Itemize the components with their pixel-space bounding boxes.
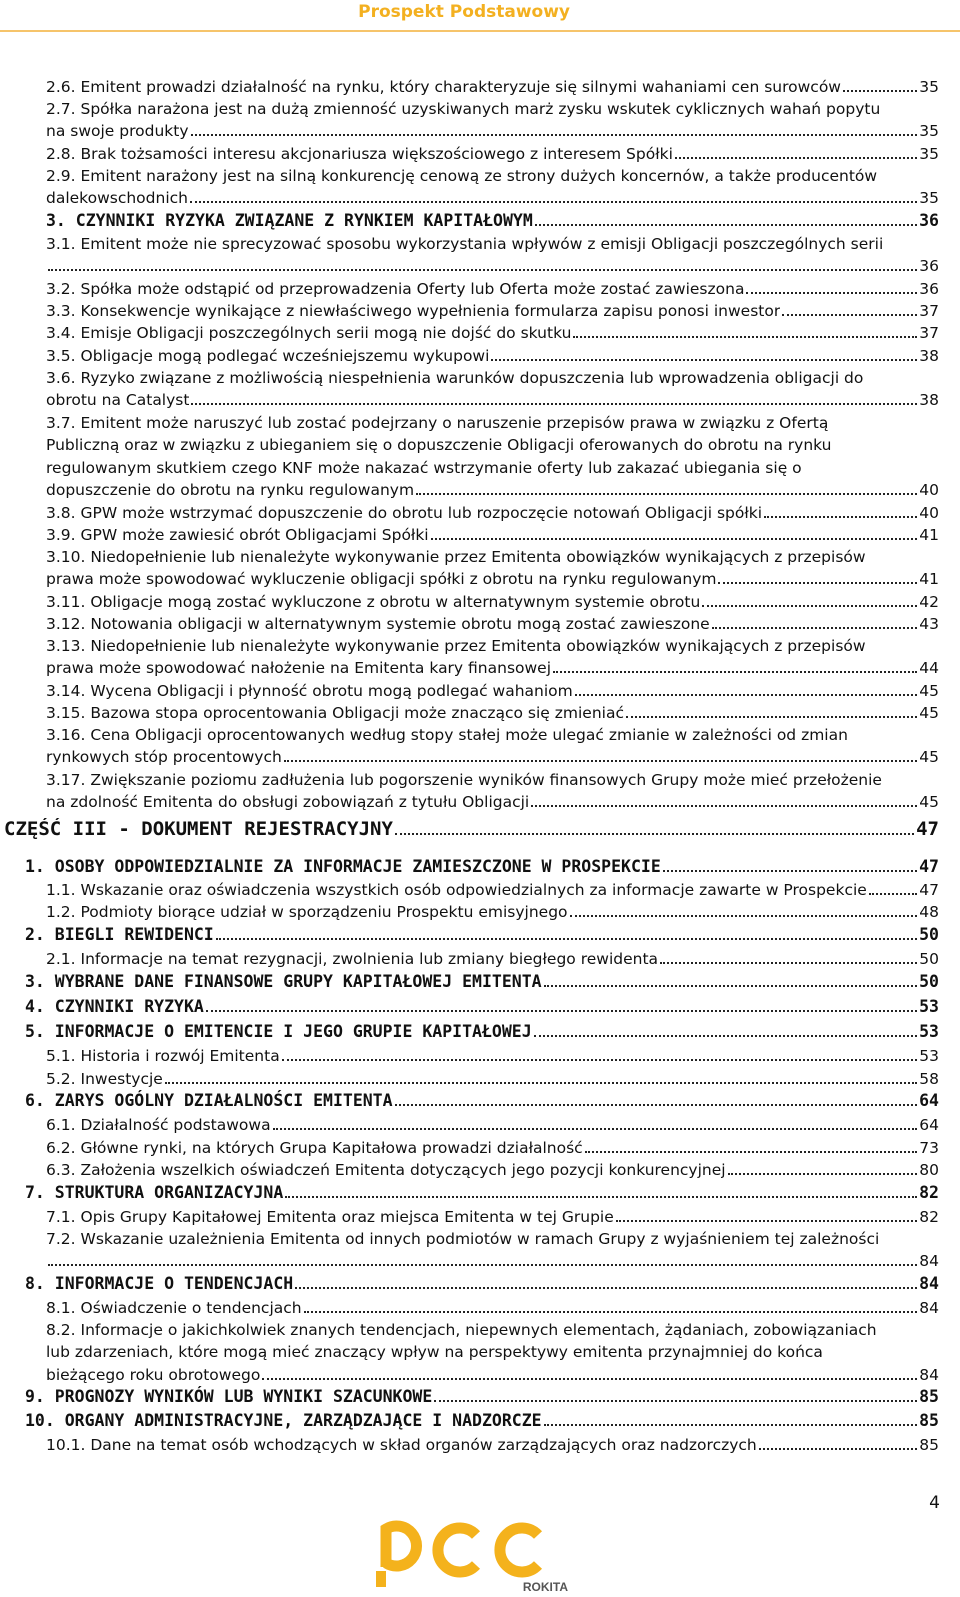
toc-page-number[interactable]: 47 xyxy=(919,881,939,899)
dot-leader xyxy=(190,201,917,203)
toc-entry-text: 3.11. Obligacje mogą zostać wykluczone z obrotu w alternatywnym systemie obrotu xyxy=(46,593,701,611)
dot-leader xyxy=(746,292,917,294)
dot-leader xyxy=(553,671,917,673)
toc-line xyxy=(46,901,939,923)
toc-line xyxy=(46,1250,939,1272)
logo-mark xyxy=(386,1526,538,1572)
toc-page-number[interactable]: 45 xyxy=(919,748,939,767)
toc-line xyxy=(46,1319,939,1341)
toc-line xyxy=(25,1021,939,1043)
toc-line xyxy=(46,300,939,322)
toc-entry-text: 1.2. Podmioty biorące udział w sporządzeniu Prospektu emisyjnego xyxy=(46,903,568,921)
dot-leader xyxy=(544,985,918,987)
toc-page-number[interactable]: 85 xyxy=(919,1387,939,1406)
toc-line xyxy=(25,1273,939,1295)
toc-page-number[interactable]: 64 xyxy=(919,1091,939,1110)
toc-line xyxy=(46,143,939,165)
toc-line xyxy=(46,1341,939,1363)
dot-leader xyxy=(759,1448,918,1450)
toc-entry-text: 2.7. Spółka narażona jest na dużą zmienność uzyskiwanych marż zysku wskutek cyklicznych wahań popytu xyxy=(46,100,881,118)
dot-leader xyxy=(284,760,917,762)
toc-entry-text: 5.2. Inwestycje xyxy=(46,1070,163,1088)
toc-page-number[interactable]: 36 xyxy=(919,211,939,230)
toc-page-number[interactable]: 50 xyxy=(919,925,939,944)
dot-leader xyxy=(782,314,917,316)
dot-leader xyxy=(616,1220,918,1222)
toc-entry-text: 2.1. Informacje na temat rezygnacji, zwolnienia lub zmiany biegłego rewidenta xyxy=(46,950,659,968)
toc-line xyxy=(46,746,939,768)
toc-page-number[interactable]: 48 xyxy=(919,903,939,921)
dot-leader xyxy=(575,694,918,696)
toc-line xyxy=(4,818,939,840)
toc-entry-text: 9. PROGNOZY WYNIKÓW LUB WYNIKI SZACUNKOWE xyxy=(25,1387,433,1406)
toc-line xyxy=(46,412,939,434)
toc-page-number[interactable]: 58 xyxy=(919,1070,939,1088)
toc-line xyxy=(46,502,939,524)
dot-leader xyxy=(718,582,917,584)
toc-line xyxy=(46,1206,939,1228)
toc-entry-text: dalekowschodnich xyxy=(46,189,188,208)
toc-page-number[interactable]: 82 xyxy=(919,1208,939,1226)
toc-page-number[interactable]: 73 xyxy=(919,1139,939,1157)
toc-page-number[interactable]: 85 xyxy=(919,1411,939,1430)
dot-leader xyxy=(206,1010,917,1012)
toc-page-number[interactable]: 85 xyxy=(919,1436,939,1454)
dot-leader xyxy=(843,90,917,92)
page-header xyxy=(0,0,960,32)
toc-line xyxy=(25,996,939,1018)
toc-line xyxy=(46,769,939,791)
toc-page-number[interactable]: 43 xyxy=(919,615,939,633)
toc-entry-text: 1.1. Wskazanie oraz oświadczenia wszystkich osób odpowiedzialnych za informacje zawarte w Prospekcie xyxy=(46,881,867,899)
toc-page-number[interactable]: 84 xyxy=(919,1299,939,1317)
toc-page-number[interactable]: 53 xyxy=(919,997,939,1016)
toc-line xyxy=(46,702,939,724)
toc-entry-text: 5.1. Historia i rozwój Emitenta xyxy=(46,1047,280,1065)
toc-line xyxy=(46,948,939,970)
toc-page-number[interactable]: 41 xyxy=(919,526,939,544)
toc-line xyxy=(46,165,939,187)
toc-entry-text: obrotu na Catalyst xyxy=(46,391,190,410)
toc-entry-text: 2.8. Brak tożsamości interesu akcjonariusza większościowego z interesem Spółki xyxy=(46,145,673,163)
toc-entry-text: 3. WYBRANE DANE FINANSOWE GRUPY KAPITAŁOWEJ EMITENTA xyxy=(25,972,542,991)
dot-leader xyxy=(216,938,917,940)
toc-line xyxy=(46,479,939,501)
dot-leader xyxy=(191,134,918,136)
toc-line xyxy=(25,1410,939,1432)
toc-line xyxy=(46,322,939,344)
toc-line xyxy=(46,591,939,613)
pcc-rokita-logo xyxy=(368,1509,592,1595)
dot-leader xyxy=(282,1059,918,1061)
dot-leader xyxy=(544,1424,918,1426)
toc-entry-text: 3. CZYNNIKI RYZYKA ZWIĄZANE Z RYNKIEM KAPITAŁOWYM xyxy=(46,211,533,230)
toc-page-number[interactable]: 47 xyxy=(919,857,939,876)
toc-entry-text: 6. ZARYS OGÓLNY DZIAŁALNOŚCI EMITENTA xyxy=(25,1091,393,1110)
toc-entry-text: 3.10. Niedopełnienie lub nienależyte wykonywanie przez Emitenta obowiązków wynikających z przepisów xyxy=(46,548,866,566)
toc-line xyxy=(25,1182,939,1204)
toc-entry-text: prawa może spowodować wykluczenie obligacji spółki z obrotu na rynku regulowanym xyxy=(46,570,717,589)
dot-leader xyxy=(728,1173,918,1175)
dot-leader xyxy=(395,833,914,835)
toc-entry-text: 3.6. Ryzyko związane z możliwością niespełnienia warunków dopuszczenia lub wprowadzenia obligacji do xyxy=(46,369,864,387)
toc-entry-text: rynkowych stóp procentowych xyxy=(46,748,282,767)
toc-entry-text: 3.4. Emisje Obligacji poszczególnych serii mogą nie dojść do skutku xyxy=(46,324,572,342)
toc-line xyxy=(25,971,939,993)
toc-line xyxy=(46,367,939,389)
toc-line xyxy=(46,546,939,568)
toc-entry-text: 3.13. Niedopełnienie lub nienależyte wykonywanie przez Emitenta obowiązków wynikających z przepisów xyxy=(46,637,866,655)
dot-leader xyxy=(531,805,917,807)
toc-page-number[interactable]: 37 xyxy=(919,302,939,320)
dot-leader xyxy=(434,1400,917,1402)
toc-entry-text: 6.1. Działalność podstawowa xyxy=(46,1116,271,1134)
toc-page-number[interactable]: 36 xyxy=(919,280,939,298)
toc-entry-text: prawa może spowodować nałożenie na Emitenta kary finansowej xyxy=(46,659,552,678)
toc-page-number[interactable]: 36 xyxy=(919,257,939,276)
toc-entry-text: CZĘŚĆ III - DOKUMENT REJESTRACYJNY xyxy=(4,818,393,840)
dot-leader xyxy=(675,157,917,159)
toc-line xyxy=(46,434,939,456)
toc-line xyxy=(46,1159,939,1181)
toc-line xyxy=(46,524,939,546)
toc-entry-text: 1. OSOBY ODPOWIEDZIALNIE ZA INFORMACJE ZAMIESZCZONE W PROSPEKCIE xyxy=(25,857,661,876)
toc-page-number[interactable]: 41 xyxy=(919,570,939,589)
dot-leader xyxy=(535,224,917,226)
dot-leader xyxy=(262,1378,917,1380)
toc-entry-text: na zdolność Emitenta do obsługi zobowiązań z tytułu Obligacji xyxy=(46,793,530,812)
toc-entry-text: lub zdarzeniach, które mogą mieć znaczący wpływ na perspektywy emitenta przynajmniej do końca xyxy=(46,1343,823,1362)
page-number: 4 xyxy=(929,1493,940,1513)
toc-line xyxy=(46,1364,939,1386)
toc-page-number[interactable]: 35 xyxy=(919,78,939,96)
toc-line xyxy=(46,1068,939,1090)
dot-leader xyxy=(295,1287,917,1289)
toc-entry-text: 5. INFORMACJE O EMITENCIE I JEGO GRUPIE KAPITAŁOWEJ xyxy=(25,1022,532,1041)
toc-line xyxy=(25,856,939,878)
toc-page-number[interactable]: 45 xyxy=(919,682,939,700)
dot-leader xyxy=(570,915,918,917)
dot-leader xyxy=(431,538,918,540)
toc-page-number[interactable]: 53 xyxy=(919,1047,939,1065)
toc-line xyxy=(46,98,939,120)
toc-page-number[interactable]: 82 xyxy=(919,1183,939,1202)
header-title: Prospekt Podstawowy xyxy=(358,2,570,22)
toc-page-number[interactable]: 84 xyxy=(919,1274,939,1293)
toc-line xyxy=(46,657,939,679)
toc-line xyxy=(46,1114,939,1136)
toc-line xyxy=(46,1137,939,1159)
toc-page-number[interactable]: 53 xyxy=(919,1022,939,1041)
toc-page-number[interactable]: 50 xyxy=(919,950,939,968)
toc-line xyxy=(46,613,939,635)
toc-entry-text: 2.6. Emitent prowadzi działalność na rynku, który charakteryzuje się silnymi wahaniami cen surowców xyxy=(46,78,841,96)
toc-page-number[interactable]: 35 xyxy=(919,189,939,208)
toc-page-number[interactable]: 38 xyxy=(919,391,939,410)
toc-page-number[interactable]: 37 xyxy=(919,324,939,342)
dot-leader xyxy=(702,605,917,607)
toc-entry-text: 3.9. GPW może zawiesić obrót Obligacjami Spółki xyxy=(46,526,429,544)
dot-leader xyxy=(285,1196,917,1198)
dot-leader xyxy=(534,1035,917,1037)
toc-line xyxy=(46,255,939,277)
toc-entry-text: bieżącego roku obrotowego xyxy=(46,1365,261,1384)
toc-line xyxy=(46,568,939,590)
toc-entry-text: 3.3. Konsekwencje wynikające z niewłaściwego wypełnienia formularza zapisu ponosi inwestor xyxy=(46,302,781,320)
toc-entry-text: 8. INFORMACJE O TENDENCJACH xyxy=(25,1274,294,1293)
dot-leader xyxy=(165,1082,917,1084)
dot-leader xyxy=(395,1104,918,1106)
dot-leader xyxy=(304,1311,918,1313)
toc-entry-text: 3.7. Emitent może naruszyć lub zostać podejrzany o naruszenie przepisów prawa w związku z Ofertą xyxy=(46,414,829,432)
toc-entry-text: 7.2. Wskazanie uzależnienia Emitenta od innych podmiotów w ramach Grupy z wyjaśnieniem tej zależności xyxy=(46,1230,880,1248)
toc-entry-text: 3.2. Spółka może odstąpić od przeprowadzenia Oferty lub Oferta może zostać zawieszona xyxy=(46,280,745,298)
toc-entry-text: 7.1. Opis Grupy Kapitałowej Emitenta oraz miejsca Emitenta w tej Grupie xyxy=(46,1208,614,1226)
toc-page-number[interactable]: 45 xyxy=(919,704,939,722)
toc-page-number[interactable]: 47 xyxy=(916,818,939,840)
dot-leader xyxy=(660,962,917,964)
dot-leader xyxy=(416,493,917,495)
toc-line xyxy=(46,76,939,98)
toc-line xyxy=(46,1045,939,1067)
toc-entry-text: 8.1. Oświadczenie o tendencjach xyxy=(46,1299,302,1317)
toc-entry-text: na swoje produkty xyxy=(46,122,189,141)
toc-entry-text: dopuszczenie do obrotu na rynku regulowanym xyxy=(46,481,415,500)
dot-leader xyxy=(585,1151,918,1153)
toc-line xyxy=(46,233,939,255)
toc-line xyxy=(46,724,939,746)
toc-entry-text: 3.15. Bazowa stopa oprocentowania Obligacji może znacząco się zmieniać xyxy=(46,704,624,722)
toc-entry-text: 2. BIEGLI REWIDENCI xyxy=(25,925,214,944)
toc-line xyxy=(25,1386,939,1408)
dot-leader xyxy=(626,716,917,718)
toc-page-number[interactable]: 84 xyxy=(919,1252,939,1271)
toc-entry-text: 10.1. Dane na temat osób wchodzących w skład organów zarządzających oraz nadzorczych xyxy=(46,1436,757,1454)
dot-leader xyxy=(191,403,917,405)
dot-leader xyxy=(48,269,917,271)
toc-line xyxy=(25,1090,939,1112)
toc-entry-text: 6.2. Główne rynki, na których Grupa Kapitałowa prowadzi działalność xyxy=(46,1139,583,1157)
toc-line xyxy=(46,187,939,209)
toc-page-number[interactable]: 50 xyxy=(919,972,939,991)
toc-entry-text: Publiczną oraz w związku z ubieganiem się o dopuszczenie Obligacji oferowanych do obrotu na rynku xyxy=(46,436,832,455)
toc-line xyxy=(46,879,939,901)
dot-leader xyxy=(712,627,918,629)
toc-page-number[interactable]: 64 xyxy=(919,1116,939,1134)
toc-entry-text: 3.8. GPW może wstrzymać dopuszczenie do obrotu lub rozpoczęcie notowań Obligacji spółki xyxy=(46,504,763,522)
logo-subtitle: ROKITA xyxy=(522,1580,568,1594)
toc-line xyxy=(46,345,939,367)
dot-leader xyxy=(491,359,917,361)
toc-page-number[interactable]: 80 xyxy=(919,1161,939,1179)
dot-leader xyxy=(869,893,917,895)
toc-entry-text: 8.2. Informacje o jakichkolwiek znanych tendencjach, niepewnych elementach, żądaniach, zobowiązaniach xyxy=(46,1321,877,1339)
dot-leader xyxy=(573,336,917,338)
toc-entry-text: regulowanym skutkiem czego KNF może nakazać wstrzymanie oferty lub zakazać ubiegania się o xyxy=(46,458,802,477)
toc-line xyxy=(46,680,939,702)
toc-line xyxy=(46,791,939,813)
toc-line xyxy=(46,1434,939,1456)
toc-page-number[interactable]: 84 xyxy=(919,1365,939,1384)
dot-leader xyxy=(663,870,917,872)
toc-line xyxy=(46,389,939,411)
toc-line xyxy=(46,1297,939,1319)
toc-page-number[interactable]: 45 xyxy=(919,793,939,812)
toc-line xyxy=(25,924,939,946)
toc-entry-text: 10. ORGANY ADMINISTRACYJNE, ZARZĄDZAJĄCE I NADZORCZE xyxy=(25,1411,542,1430)
toc-entry-text: 3.16. Cena Obligacji oprocentowanych według stopy stałej może ulegać zmianie w zależności od zmian xyxy=(46,726,848,744)
toc-line xyxy=(46,278,939,300)
toc-entry-text: 2.9. Emitent narażony jest na silną konkurencję cenową ze strony dużych koncernów, a także producentów xyxy=(46,167,878,185)
toc-entry-text: 7. STRUKTURA ORGANIZACYJNA xyxy=(25,1183,284,1202)
dot-leader xyxy=(48,1264,917,1266)
toc-page-number[interactable]: 42 xyxy=(919,593,939,611)
toc-entry-text: 3.14. Wycena Obligacji i płynność obrotu mogą podlegać wahaniom xyxy=(46,682,573,700)
toc-entry-text: 3.17. Zwiększanie poziomu zadłużenia lub pogorszenie wyników finansowych Grupy może mieć przełożenie xyxy=(46,771,882,789)
toc-entry-text: 3.12. Notowania obligacji w alternatywnym systemie obrotu mogą zostać zawieszone xyxy=(46,615,710,633)
toc-page-number[interactable]: 35 xyxy=(919,122,939,141)
toc-page-number[interactable]: 40 xyxy=(919,504,939,522)
toc-page-number[interactable]: 40 xyxy=(919,481,939,500)
toc-line xyxy=(46,457,939,479)
toc-page-number[interactable]: 38 xyxy=(919,347,939,365)
toc-page-number[interactable]: 44 xyxy=(919,659,939,678)
toc-entry-text: 3.5. Obligacje mogą podlegać wcześniejszemu wykupowi xyxy=(46,347,490,365)
toc-line xyxy=(46,210,939,232)
toc-page-number[interactable]: 35 xyxy=(919,145,939,163)
toc-entry-text: 6.3. Założenia wszelkich oświadczeń Emitenta dotyczących jego pozycji konkurencyjnej xyxy=(46,1161,726,1179)
dot-leader xyxy=(273,1128,918,1130)
dot-leader xyxy=(764,516,917,518)
toc-line xyxy=(46,635,939,657)
toc-entry-text: 4. CZYNNIKI RYZYKA xyxy=(25,997,204,1016)
toc-line xyxy=(46,1228,939,1250)
toc-line xyxy=(46,120,939,142)
toc-entry-text: 3.1. Emitent może nie sprecyzować sposobu wykorzystania wpływów z emisji Obligacji poszczególnych serii xyxy=(46,235,884,253)
